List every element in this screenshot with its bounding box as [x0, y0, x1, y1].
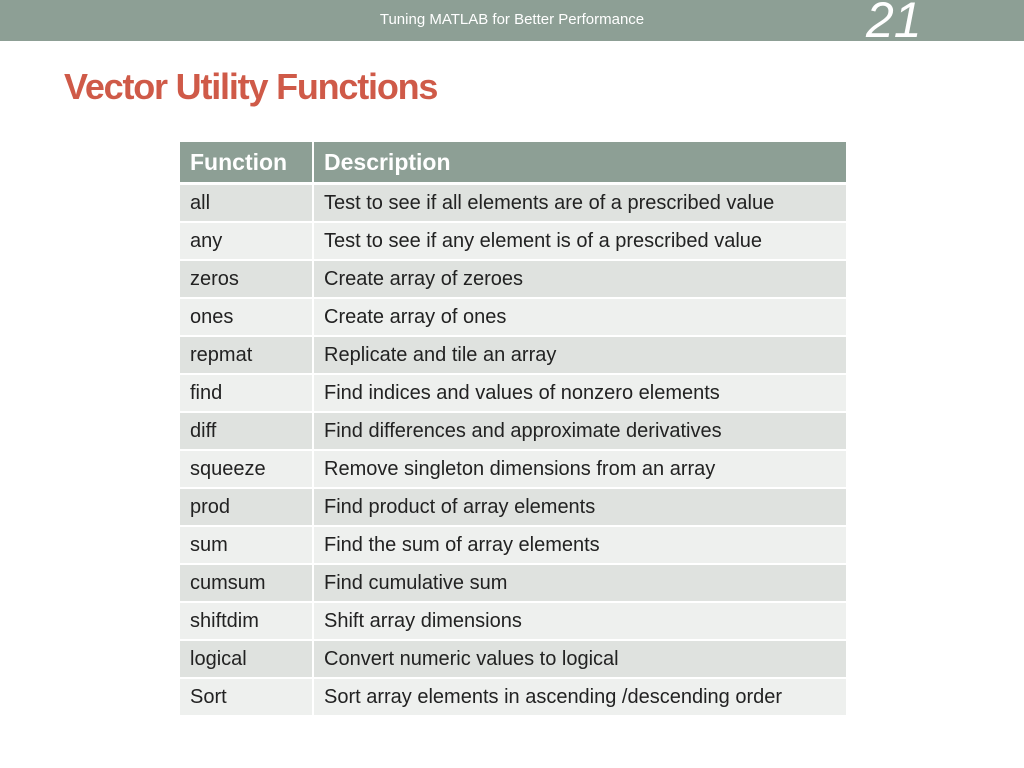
table-row	[180, 298, 846, 336]
description-cell: Create array of zeroes	[313, 260, 846, 298]
table-row	[180, 336, 846, 374]
function-name-cell: zeros	[180, 260, 313, 298]
description-cell: Find differences and approximate derivatives	[313, 412, 846, 450]
table-row	[180, 184, 846, 223]
description-cell: Find the sum of array elements	[313, 526, 846, 564]
table-row	[180, 526, 846, 564]
description-cell: Remove singleton dimensions from an array	[313, 450, 846, 488]
description-cell: Test to see if any element is of a prescribed value	[313, 222, 846, 260]
slide-title: Vector Utility Functions	[64, 66, 438, 107]
description-cell: Shift array dimensions	[313, 602, 846, 640]
function-name-cell: prod	[180, 488, 313, 526]
function-name-cell: ones	[180, 298, 313, 336]
table-row	[180, 488, 846, 526]
description-cell: Replicate and tile an array	[313, 336, 846, 374]
table-row	[180, 640, 846, 678]
description-cell: Convert numeric values to logical	[313, 640, 846, 678]
table-row	[180, 450, 846, 488]
table-row	[180, 260, 846, 298]
slide-number: 21	[866, 0, 922, 48]
function-name-cell: diff	[180, 412, 313, 450]
function-name-cell: cumsum	[180, 564, 313, 602]
function-name-cell: find	[180, 374, 313, 412]
function-name-cell: squeeze	[180, 450, 313, 488]
function-name-cell: any	[180, 222, 313, 260]
description-cell: Sort array elements in ascending /descending order	[313, 678, 846, 716]
function-name-cell: repmat	[180, 336, 313, 374]
table-header-row	[180, 142, 846, 184]
function-name-cell: shiftdim	[180, 602, 313, 640]
functions-table	[180, 142, 846, 717]
function-name-cell: Sort	[180, 678, 313, 716]
header-bar	[0, 0, 1024, 48]
column-header-function: Function	[180, 142, 313, 184]
description-cell: Find indices and values of nonzero elements	[313, 374, 846, 412]
description-cell: Create array of ones	[313, 298, 846, 336]
table-row	[180, 602, 846, 640]
function-name-cell: sum	[180, 526, 313, 564]
presentation-title: Tuning MATLAB for Better Performance	[379, 11, 645, 28]
table-row	[180, 222, 846, 260]
column-header-description: Description	[313, 142, 846, 184]
function-name-cell: all	[180, 184, 313, 223]
description-cell: Find product of array elements	[313, 488, 846, 526]
function-name-cell: logical	[180, 640, 313, 678]
table-row	[180, 374, 846, 412]
table-row	[180, 564, 846, 602]
table-row	[180, 412, 846, 450]
description-cell: Test to see if all elements are of a prescribed value	[313, 184, 846, 223]
description-cell: Find cumulative sum	[313, 564, 846, 602]
table-row	[180, 678, 846, 716]
